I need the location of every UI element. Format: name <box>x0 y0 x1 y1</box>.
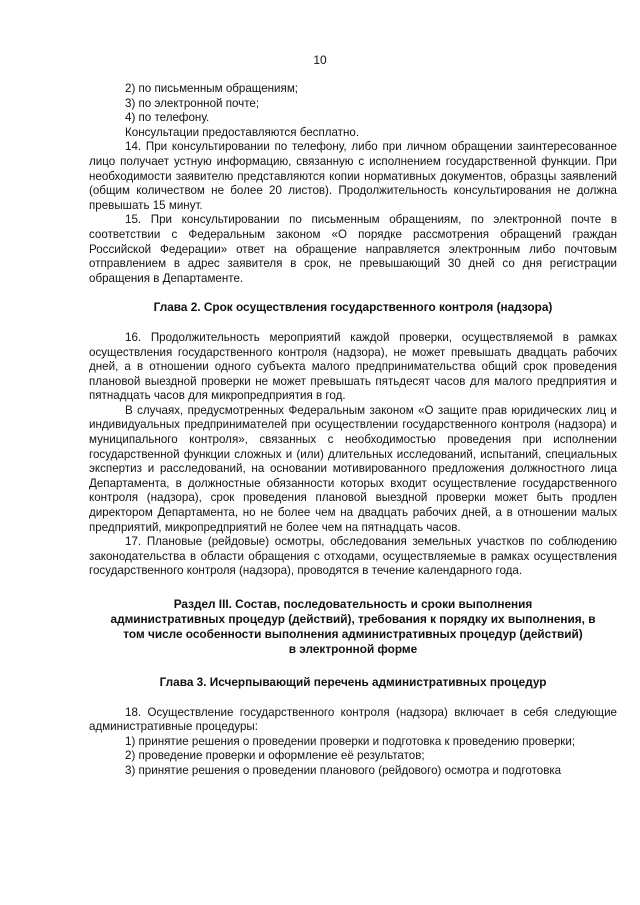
list-item: 4) по телефону. <box>125 111 210 125</box>
list-item: 3) принятие решения о проведении планового (рейдового) осмотра и подготовка <box>125 763 562 777</box>
paragraph-14: 14. При консультировании по телефону, либо при личном обращении заинтересованное лицо получает устную информацию, связанную с исполнением государственной функции. При необходимости заявителю представляются копии нормативных документов, образцы заявлений (общим количеством не более 20 листов). Продолжительность консультирования не должна превышать 15 минут. <box>89 140 617 212</box>
free-consultation-note: Консультации предоставляются бесплатно. <box>125 125 360 139</box>
paragraph-16-extension: В случаях, предусмотренных Федеральным законом «О защите прав юридических лиц и индивидуальных предпринимателей при осуществлении государственного контроля (надзора) и муниципального контроля», связанных с необходимостью проведения при исполнении государственной функции сложных и (или) длительных исследований, испытаний, специальных экспертиз и расследований, на основании мотивированного предложения должностного лица Департамента, в должностные обязанности которых входит осуществление государственного контроля (надзора), срок проведения плановой выездной проверки может быть продлен директором Департамента, но не более чем на двадцать рабочих дней, а в отношении малых предприятий, микропредприятий не более чем на пятнадцать часов. <box>89 403 617 534</box>
section-3-heading-line: административных процедур (действий), требования к порядку их выполнения, в <box>110 612 596 626</box>
list-item: 2) по письменным обращениям; <box>125 82 299 95</box>
chapter-3-heading: Глава 3. Исчерпывающий перечень административных процедур <box>159 675 547 689</box>
section-3-heading-line: в электронной форме <box>288 642 418 656</box>
paragraph-17: 17. Плановые (рейдовые) осмотры, обследования земельных участков по соблюдению законодательства в области обращения с отходами, осуществляемые в рамках осуществления государственного контроля (надзора), проводятся в течение календарного года. <box>89 535 617 578</box>
list-item: 3) по электронной почте; <box>125 96 260 110</box>
section-3-heading-line: Раздел III. Состав, последовательность и сроки выполнения <box>173 597 533 611</box>
list-item: 2) проведение проверки и оформление её результатов; <box>125 749 425 763</box>
section-3-heading-line: том числе особенности выполнения административных процедур (действий) <box>123 627 583 641</box>
chapter-2-heading: Глава 2. Срок осуществления государственного контроля (надзора) <box>153 300 553 315</box>
paragraph-16: 16. Продолжительность мероприятий каждой проверки, осуществляемой в рамках осуществления государственного контроля (надзора), не может превышать двадцать рабочих дней, а в отношении одного субъекта малого предпринимательства общий срок проведения плановой выездной проверки не может превышать пятьдесят часов для малого предприятия и пятнадцать часов для микропредприятия в год. <box>89 330 617 403</box>
list-item: 1) принятие решения о проведении проверки и подготовка к проведению проверки; <box>125 734 576 748</box>
section-3-heading <box>89 597 617 657</box>
page-content <box>89 82 617 779</box>
paragraph-18: 18. Осуществление государственного контроля (надзора) включает в себя следующие административные процедуры: <box>89 705 617 734</box>
page-number: 10 <box>313 53 327 67</box>
paragraph-15: 15. При консультировании по письменным обращениям, по электронной почте в соответствии с Федеральным законом «О порядке рассмотрения обращений граждан Российской Федерации» ответ на обращение направляется электронным либо почтовым отправлением в адрес заявителя в срок, не превышающий 30 дней со дня регистрации обращения в Департаменте. <box>89 213 617 285</box>
